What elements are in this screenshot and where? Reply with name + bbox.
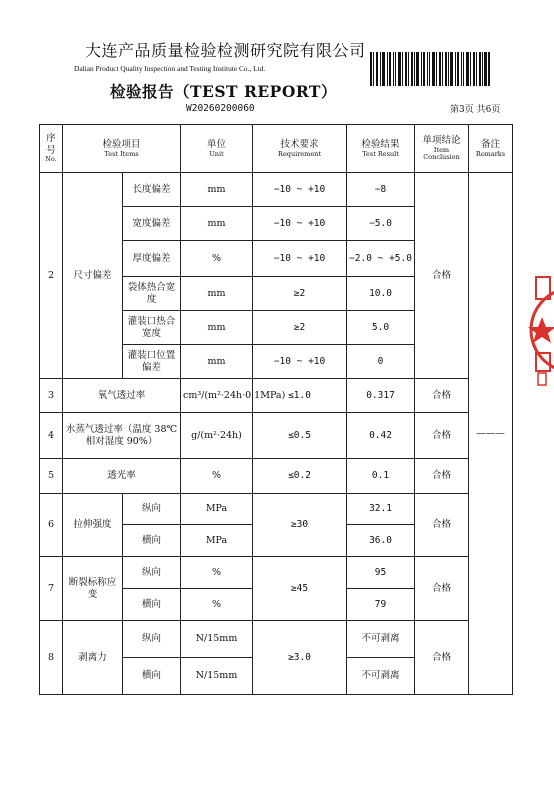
table-row: [40, 494, 513, 525]
sub-item: 横向: [123, 525, 181, 557]
row-result: 32.1: [347, 494, 415, 525]
red-seal-stamp: [528, 265, 554, 395]
row-conclusion: 合格: [415, 173, 469, 379]
sub-item: 纵向: [123, 494, 181, 525]
row-result: 0.42: [347, 413, 415, 459]
header-test-items: 检验项目 Test Items: [63, 125, 181, 173]
row-requirement: ≥3.0: [253, 621, 347, 695]
row-no: 7: [40, 557, 63, 621]
sub-item: 长度偏差: [123, 173, 181, 207]
header-conclusion: 单项结论 Item Conclusion: [415, 125, 469, 173]
row-conclusion: 合格: [415, 459, 469, 494]
barcode-image: [370, 52, 490, 86]
sub-item: 横向: [123, 658, 181, 695]
table-row: [40, 557, 513, 589]
row-unit: mm: [181, 345, 253, 379]
row-unit: %: [181, 459, 253, 494]
sub-item: 纵向: [123, 557, 181, 589]
row-item: 水蒸气透过率（温度 38℃ 相对湿度 90%）: [63, 413, 181, 459]
row-result: −8: [347, 173, 415, 207]
page-indicator: 第3页 共6页: [450, 105, 501, 115]
company-name-en: Dalian Product Quality Inspection and Testing Institute Co., Ltd.: [74, 64, 266, 73]
row-result: −2.0 ~ +5.0: [347, 241, 415, 277]
report-title: 检验报告（TEST REPORT）: [110, 82, 337, 101]
row-requirement: ≤0.2: [253, 459, 347, 494]
row-item: 氧气透过率: [63, 379, 181, 413]
row-requirement: −10 ~ +10: [253, 345, 347, 379]
row-requirement: ≥2: [253, 277, 347, 311]
row-unit: MPa: [181, 525, 253, 557]
sub-item: 袋体热合宽度: [123, 277, 181, 311]
header-requirement: 技术要求 Requirement: [253, 125, 347, 173]
row-no: 3: [40, 379, 63, 413]
row-result: 95: [347, 557, 415, 589]
row-requirement: ≥45: [253, 557, 347, 621]
row-unit: MPa: [181, 494, 253, 525]
row-result: 不可剥离: [347, 621, 415, 658]
row-unit: g/(m²·24h): [181, 413, 253, 459]
row-unit: mm: [181, 277, 253, 311]
header-unit: 单位 Unit: [181, 125, 253, 173]
row-item: 拉伸强度: [63, 494, 123, 557]
row-unit: %: [181, 589, 253, 621]
header-no: 序号 No.: [40, 125, 63, 173]
sub-item: 宽度偏差: [123, 207, 181, 241]
row-requirement: ≥2: [253, 311, 347, 345]
sub-item: 横向: [123, 589, 181, 621]
sub-item: 灌装口位置偏差: [123, 345, 181, 379]
row-item: 断裂标称应变: [63, 557, 123, 621]
row-result: 36.0: [347, 525, 415, 557]
row-requirement: ≥30: [253, 494, 347, 557]
row-unit: %: [181, 557, 253, 589]
row-unit: N/15mm: [181, 658, 253, 695]
row-conclusion: 合格: [415, 413, 469, 459]
row-requirement: −10 ~ +10: [253, 207, 347, 241]
table-row: [40, 413, 513, 459]
row-result: 5.0: [347, 311, 415, 345]
header-remarks: 备注 Remarks: [469, 125, 513, 173]
sub-item: 纵向: [123, 621, 181, 658]
row-unit: %: [181, 241, 253, 277]
row-result: 不可剥离: [347, 658, 415, 695]
row-requirement: ≤0.5: [253, 413, 347, 459]
row-unit: mm: [181, 311, 253, 345]
header-test-result: 检验结果 Test Result: [347, 125, 415, 173]
row-result: 10.0: [347, 277, 415, 311]
row-no: 5: [40, 459, 63, 494]
row-result: 0.317: [347, 379, 415, 413]
row-conclusion: 合格: [415, 494, 469, 557]
table-row: [40, 173, 513, 207]
row-unit: N/15mm: [181, 621, 253, 658]
row-conclusion: 合格: [415, 557, 469, 621]
row-requirement: −10 ~ +10: [253, 173, 347, 207]
sub-item: 厚度偏差: [123, 241, 181, 277]
table-row: [40, 621, 513, 658]
row-unit: mm: [181, 207, 253, 241]
row-no: 6: [40, 494, 63, 557]
row-requirement: ≤1.0: [253, 379, 347, 413]
row-no: 8: [40, 621, 63, 695]
row-result: 79: [347, 589, 415, 621]
row-item: 尺寸偏差: [63, 173, 123, 379]
row-conclusion: 合格: [415, 379, 469, 413]
table-row: [40, 459, 513, 494]
row-no: 2: [40, 173, 63, 379]
row-unit: mm: [181, 173, 253, 207]
row-conclusion: 合格: [415, 621, 469, 695]
report-number: W20260200060: [186, 103, 255, 114]
report-table: [39, 124, 513, 695]
row-requirement: −10 ~ +10: [253, 241, 347, 277]
row-result: −5.0: [347, 207, 415, 241]
table-row: [40, 379, 513, 413]
row-unit: cm³/(m²·24h·0.1MPa): [181, 379, 253, 413]
row-item: 透光率: [63, 459, 181, 494]
sub-item: 灌装口热合宽度: [123, 311, 181, 345]
row-result: 0: [347, 345, 415, 379]
row-result: 0.1: [347, 459, 415, 494]
remarks-cell: ———: [469, 173, 513, 695]
company-name-cn: 大连产品质量检验检测研究院有限公司: [85, 41, 366, 60]
row-no: 4: [40, 413, 63, 459]
row-item: 剥离力: [63, 621, 123, 695]
